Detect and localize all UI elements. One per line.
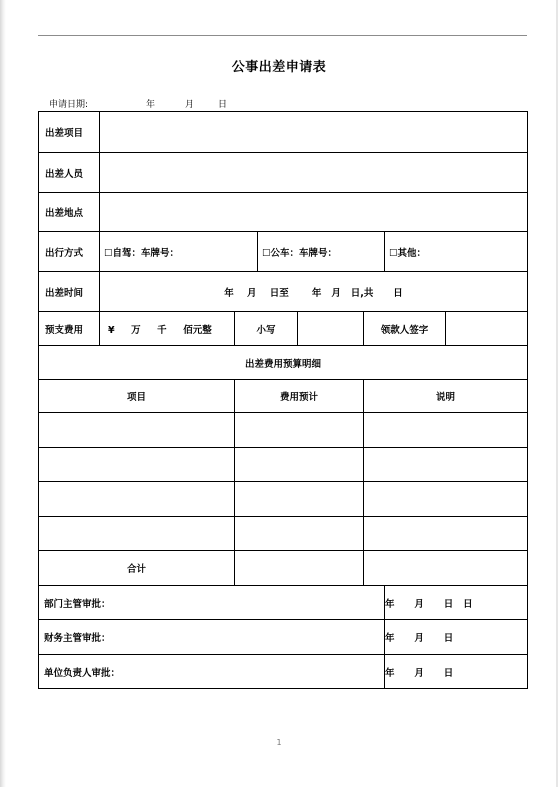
row-travel-time bbox=[39, 272, 528, 312]
dept-approval-date[interactable]: 年 月 日 日 bbox=[385, 586, 528, 620]
budget-total-notes[interactable] bbox=[364, 551, 528, 586]
budget-estimate-cell[interactable] bbox=[235, 448, 364, 482]
page-shadow-left bbox=[0, 0, 6, 787]
row-budget-heading bbox=[39, 346, 528, 380]
table-row bbox=[39, 448, 528, 482]
budget-total-estimate[interactable] bbox=[235, 551, 364, 586]
application-date-month: 月 bbox=[185, 100, 195, 110]
budget-col-item: 项目 bbox=[39, 380, 235, 413]
row-head-approval bbox=[39, 655, 528, 689]
row-advance bbox=[39, 312, 528, 346]
budget-estimate-cell[interactable] bbox=[235, 413, 364, 448]
table-row bbox=[39, 517, 528, 551]
row-finance-approval bbox=[39, 620, 528, 655]
budget-notes-cell[interactable] bbox=[364, 482, 528, 517]
row-project bbox=[39, 112, 528, 153]
budget-col-estimate: 费用预计 bbox=[235, 380, 364, 413]
budget-col-notes: 说明 bbox=[364, 380, 528, 413]
table-row bbox=[39, 482, 528, 517]
budget-total-row bbox=[39, 551, 528, 586]
finance-approval-label: 财务主管审批： bbox=[39, 620, 385, 655]
budget-estimate-cell[interactable] bbox=[235, 517, 364, 551]
lowercase-field[interactable] bbox=[298, 312, 364, 346]
other-option[interactable]: ☐其他： bbox=[385, 232, 528, 272]
row-dept-approval bbox=[39, 586, 528, 620]
row-travel-mode bbox=[39, 232, 528, 272]
budget-item-cell[interactable] bbox=[39, 413, 235, 448]
head-approval-date[interactable]: 年 月 日 bbox=[385, 655, 528, 689]
project-field[interactable] bbox=[100, 112, 528, 153]
personnel-label: 出差人员 bbox=[39, 153, 100, 193]
row-personnel bbox=[39, 153, 528, 193]
dept-approval-label: 部门主管审批： bbox=[39, 586, 385, 620]
budget-notes-cell[interactable] bbox=[364, 517, 528, 551]
advance-amount[interactable]: ¥ 万 千 佰元整 bbox=[100, 312, 235, 346]
table-row bbox=[39, 413, 528, 448]
budget-item-cell[interactable] bbox=[39, 517, 235, 551]
application-date-label: 申请日期: bbox=[49, 100, 89, 110]
receiver-sign-field[interactable] bbox=[446, 312, 528, 346]
head-approval-label: 单位负责人审批： bbox=[39, 655, 385, 689]
budget-heading: 出差费用预算明细 bbox=[39, 346, 528, 380]
page-title: 公事出差申请表 bbox=[231, 60, 327, 75]
budget-estimate-cell[interactable] bbox=[235, 482, 364, 517]
self-drive-option[interactable]: ☐自驾：车牌号： bbox=[100, 232, 258, 272]
travel-mode-label: 出行方式 bbox=[39, 232, 100, 272]
header-rule bbox=[38, 35, 527, 36]
travel-time-label: 出差时间 bbox=[39, 272, 100, 312]
budget-item-cell[interactable] bbox=[39, 482, 235, 517]
travel-time-field[interactable]: 年 月 日至 年 月 日,共 日 bbox=[100, 272, 528, 312]
budget-total-label: 合计 bbox=[39, 551, 235, 586]
budget-item-cell[interactable] bbox=[39, 448, 235, 482]
receiver-sign-label: 领款人签字 bbox=[364, 312, 446, 346]
travel-application-form bbox=[38, 111, 528, 689]
finance-approval-date[interactable]: 年 月 日 bbox=[385, 620, 528, 655]
project-label: 出差项目 bbox=[39, 112, 100, 153]
lowercase-label: 小写 bbox=[235, 312, 298, 346]
location-label: 出差地点 bbox=[39, 193, 100, 232]
application-date-year: 年 bbox=[146, 100, 156, 110]
page-number: 1 bbox=[276, 738, 282, 747]
company-car-option[interactable]: ☐公车：车牌号： bbox=[258, 232, 385, 272]
budget-notes-cell[interactable] bbox=[364, 413, 528, 448]
location-field[interactable] bbox=[100, 193, 528, 232]
row-location bbox=[39, 193, 528, 232]
advance-label: 预支费用 bbox=[39, 312, 100, 346]
budget-header-row bbox=[39, 380, 528, 413]
application-date-day: 日 bbox=[218, 100, 228, 110]
personnel-field[interactable] bbox=[100, 153, 528, 193]
budget-notes-cell[interactable] bbox=[364, 448, 528, 482]
